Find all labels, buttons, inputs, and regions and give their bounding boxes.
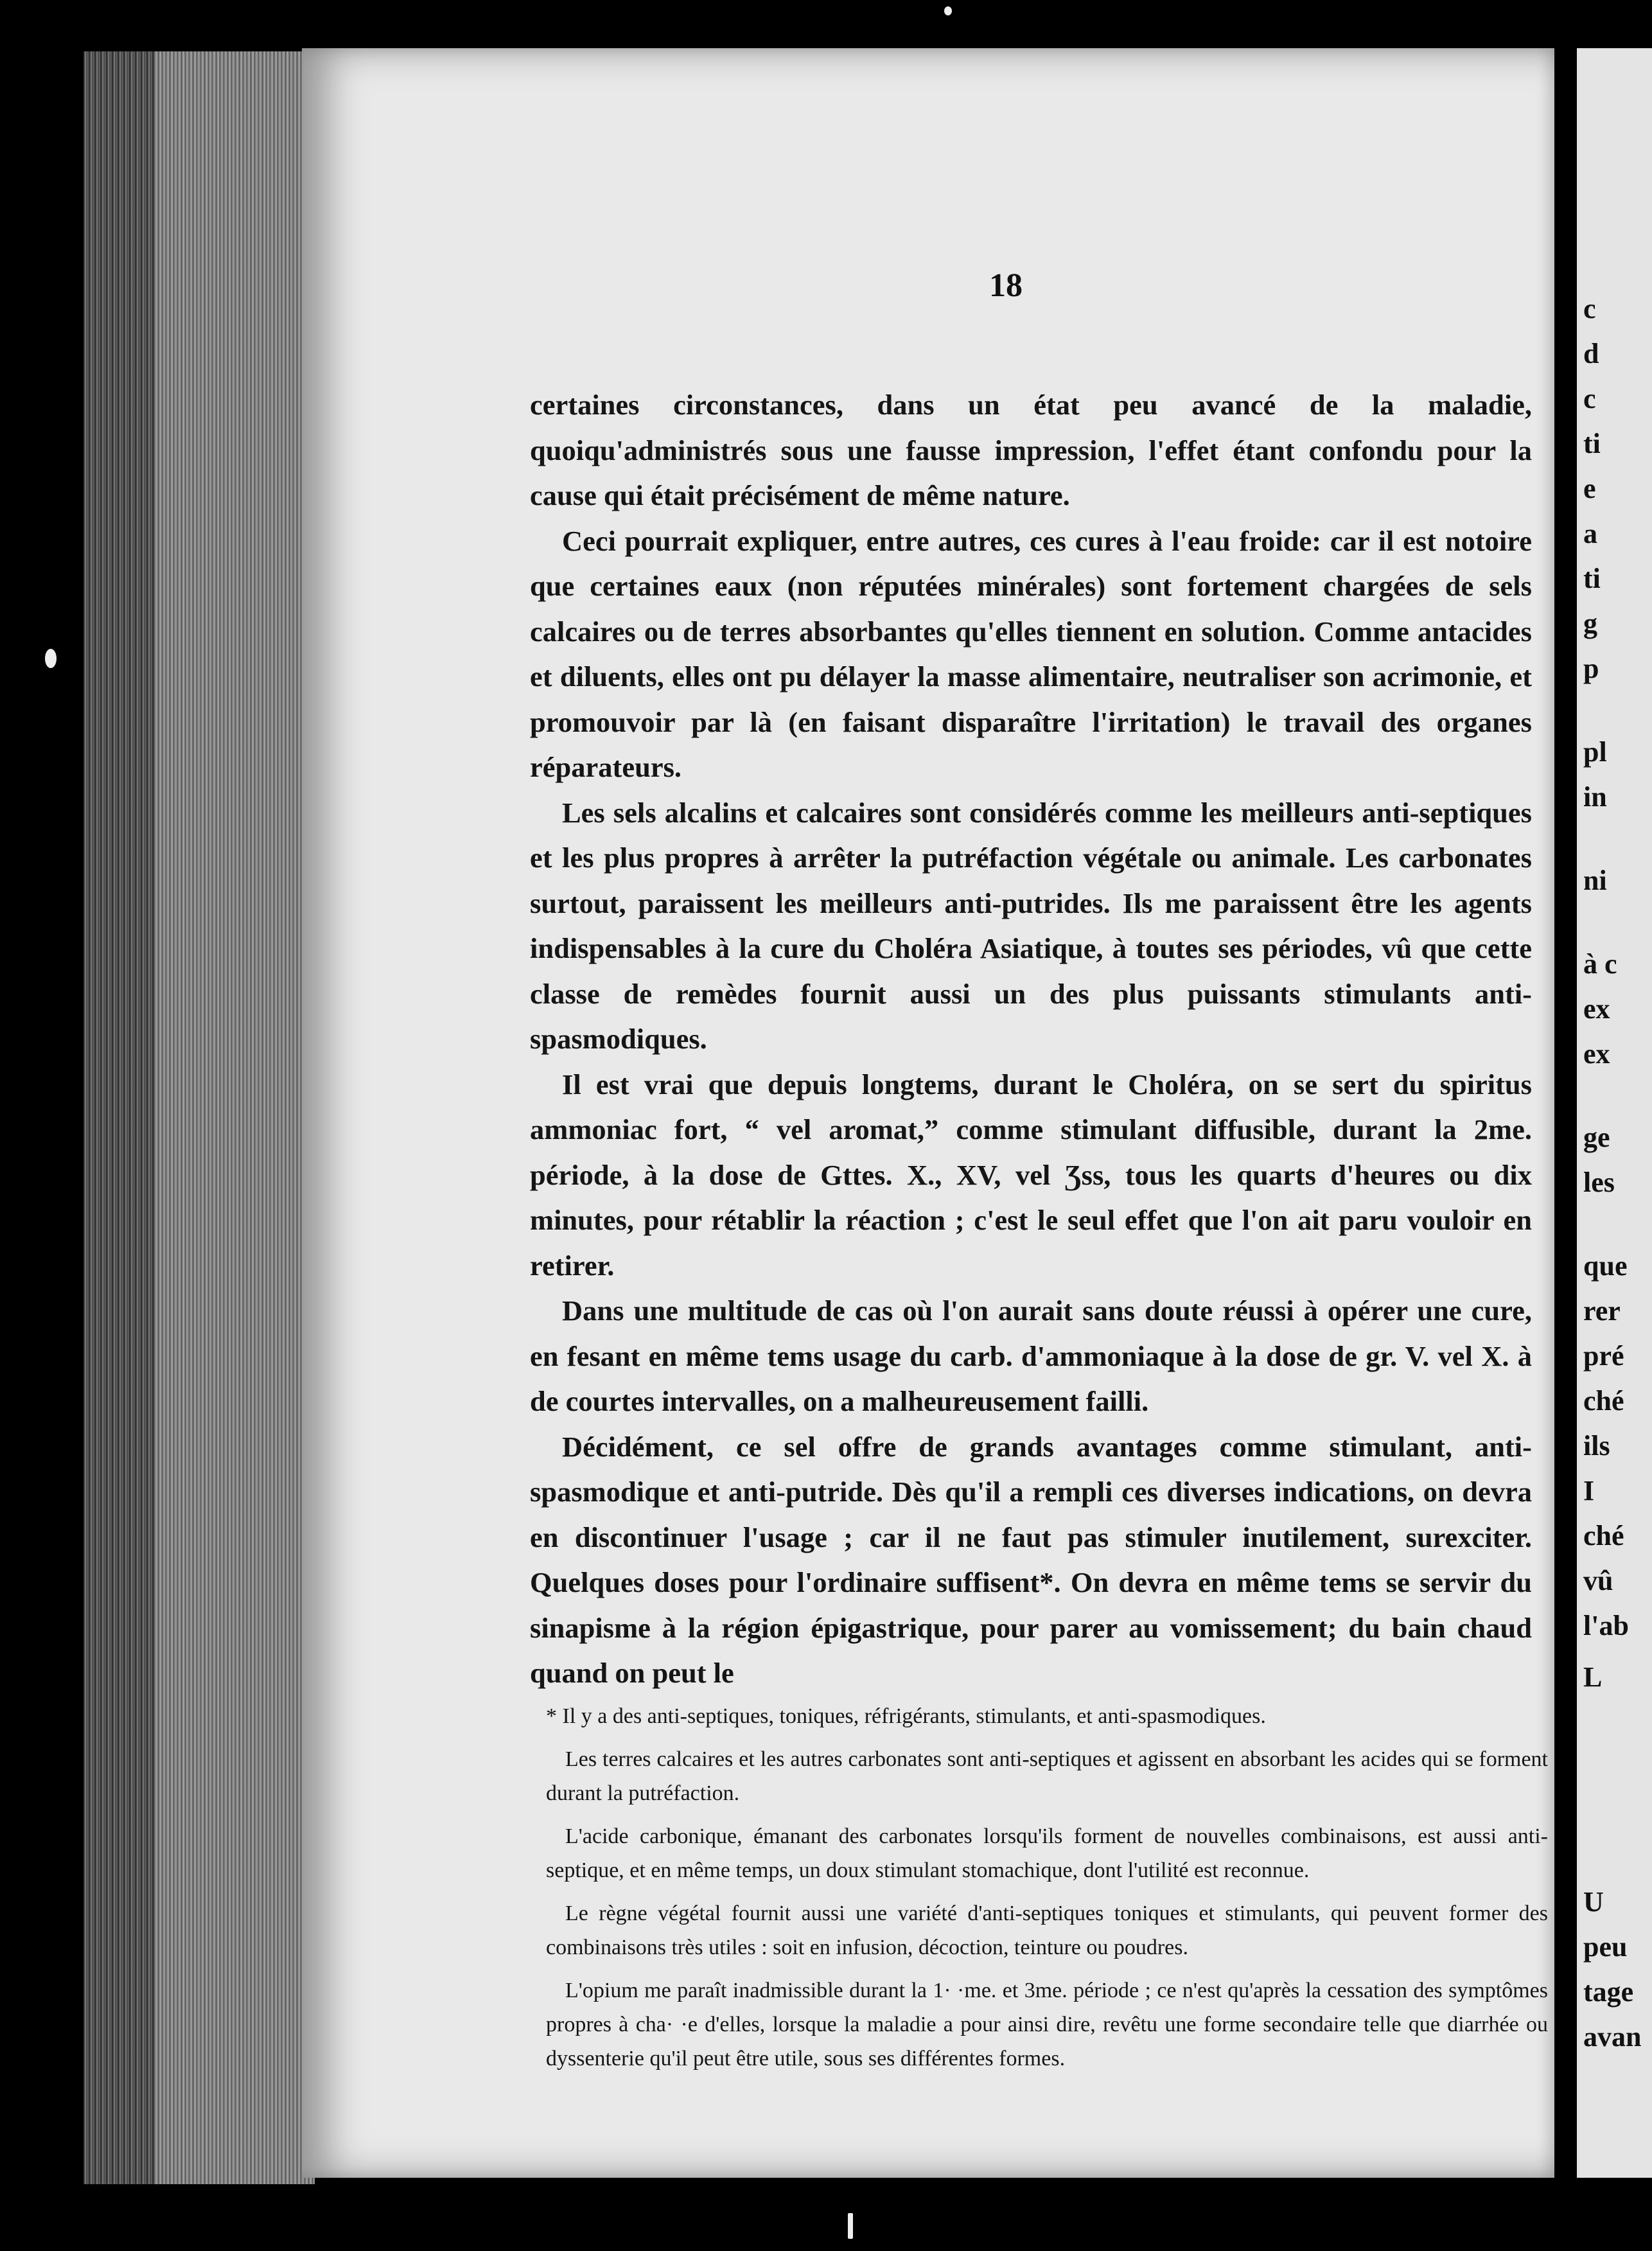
next-page-fragment: ni <box>1583 865 1607 896</box>
next-page-fragment: l'ab <box>1583 1610 1629 1641</box>
body-paragraph: Les sels alcalins et calcaires sont considérés comme les meilleurs anti-septiques et les plus propres à arrêter la putréfaction végétale ou animale. Les carbonates surtout, paraissent les meilleurs anti-putrides. Ils me paraissent être les agents indispensables à la cure du Choléra Asiatique, à toutes ses périodes, vû que cette classe de remèdes fournit aussi un des plus puissants stimulants anti-spasmodiques. <box>530 796 1532 1055</box>
scan-speck <box>45 649 57 668</box>
book-page <box>302 48 1554 2178</box>
next-page-fragment: vû <box>1583 1565 1613 1596</box>
next-page-fragment: pré <box>1583 1340 1624 1372</box>
next-page-fragment: ché <box>1583 1385 1624 1417</box>
next-page-fragment: c <box>1583 383 1596 414</box>
next-page-fragment: d <box>1583 338 1599 369</box>
next-page-fragment: avan <box>1583 2021 1642 2052</box>
next-page-fragment: rer <box>1583 1295 1621 1327</box>
footnote: L'opium me paraît inadmissible durant la 1· ·me. et 3me. période ; ce n'est qu'après la cessation des symptômes propres à cha· ·e d'elles, lorsque la maladie a pour ainsi dire, revêtu une forme secondaire telle que diarrhée ou dyssenterie qu'il peut être utile, sous ses différentes formes. <box>546 1979 1548 2070</box>
footnote: * Il y a des anti-septiques, toniques, réfrigérants, stimulants, et anti-spasmodiques. <box>546 1704 1266 1728</box>
next-page-fragment: tage <box>1583 1976 1634 2008</box>
next-page-fragment: U <box>1583 1886 1604 1918</box>
footnote: L'acide carbonique, émanant des carbonates lorsqu'ils forment de nouvelles combinaisons, est aussi anti-septique, et en même temps, un doux stimulant stomachique, dont l'utilité est reconnue. <box>546 1824 1548 1882</box>
scan-speck <box>944 6 952 15</box>
next-page-fragment: que <box>1583 1250 1628 1282</box>
next-page-fragment: ti <box>1583 563 1601 594</box>
body-text <box>530 382 1532 1696</box>
next-page-fragment: a <box>1583 518 1597 549</box>
body-paragraph: certaines circonstances, dans un état peu avancé de la maladie, quoiqu'administrés sous une fausse impression, l'effet étant confondu pour la cause qui était précisément de même nature. <box>530 389 1532 511</box>
next-page-fragment: e <box>1583 473 1596 504</box>
body-paragraph: Il est vrai que depuis longtems, durant le Choléra, on se sert du spiritus ammoniac fort, “ vel aromat,” comme stimulant diffusible, durant la 2me. période, à la dose de Gttes. X., XV, vel Ʒss, tous les quarts d'heures ou dix minutes, pour rétablir la réaction ; c'est le seul effet que l'on ait paru vouloir en retirer. <box>530 1068 1532 1282</box>
body-paragraph: Décidément, ce sel offre de grands avantages comme stimulant, anti-spasmodique et anti-putride. Dès qu'il a rempli ces diverses indications, on devra en discontinuer l'usage ; car il ne faut pas stimuler inutilement, surexciter. Quelques doses pour l'ordinaire suffisent*. On devra en même tems se servir du sinapisme à la région épigastrique, pour parer au vomissement; du bain chaud quand on peut le <box>530 1430 1532 1689</box>
body-paragraph: Ceci pourrait expliquer, entre autres, ces cures à l'eau froide: car il est notoire que certaines eaux (non réputées minérales) sont fortement chargées de sels calcaires ou de terres absorbantes qu'elles tiennent en solution. Comme antacides et diluents, elles ont pu délayer la masse alimentaire, neutraliser son acrimonie, et promouvoir par là (en faisant disparaître l'irritation) le travail des organes réparateurs. <box>530 524 1532 783</box>
next-page-fragment: ex <box>1583 1038 1610 1070</box>
next-page-fragment: in <box>1583 781 1607 813</box>
next-page-fragment: peu <box>1583 1931 1628 1963</box>
body-paragraph: Dans une multitude de cas où l'on aurait sans doute réussi à opérer une cure, en fesant en même tems usage du carb. d'ammoniaque à la dose de gr. V. vel X. à de courtes intervalles, on a malheureusement failli. <box>530 1294 1532 1417</box>
next-page-fragment: pl <box>1583 736 1607 768</box>
scan-speck <box>848 2213 853 2239</box>
footnotes <box>546 1699 1548 2085</box>
page-number: 18 <box>989 267 1023 304</box>
next-page-fragment: à c <box>1583 948 1617 980</box>
next-page-fragment: g <box>1583 608 1597 639</box>
footnote: Le règne végétal fournit aussi une variété d'anti-septiques toniques et stimulants, qui peuvent former des combinaisons très utiles : soit en infusion, décoction, teinture ou poudres. <box>546 1902 1548 1959</box>
footnote: Les terres calcaires et les autres carbonates sont anti-septiques et agissent en absorbant les acides qui se forment durant la putréfaction. <box>546 1747 1548 1805</box>
next-page-fragment: p <box>1583 653 1599 684</box>
next-page-fragment: I <box>1583 1475 1595 1506</box>
next-page-fragment: L <box>1583 1661 1603 1693</box>
next-page-fragment: ge <box>1583 1122 1610 1153</box>
page-edges-inner <box>154 51 315 2184</box>
next-page-fragment: les <box>1583 1167 1615 1198</box>
next-page-fragment: ti <box>1583 428 1601 459</box>
next-page-fragment: ils <box>1583 1430 1610 1461</box>
next-page-fragment: c <box>1583 293 1596 324</box>
next-page-fragment: ex <box>1583 993 1610 1025</box>
next-page-edge <box>1577 48 1652 2178</box>
next-page-fragment: ché <box>1583 1520 1624 1551</box>
